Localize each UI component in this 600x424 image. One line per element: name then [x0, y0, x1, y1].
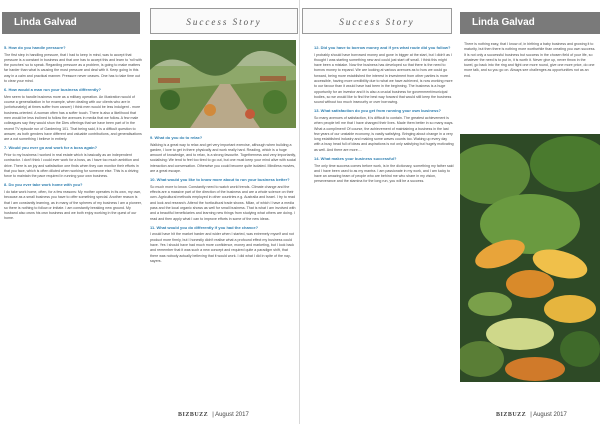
answer-paragraph: So many avenues of satisfaction, it is difficult to contain. The greatest achievement is when people tell me that I have changed their lives. Made them better in so many ways. What a compliment! Of course, the achievement of maintaining a business in the last few years of our unstable economy, is vastly satisfying. Bringing about change in a very long established industry and making some waves counts too. Waking up every day with a busy head full of ideas and aspirations is not only satisfying but hugely motivating as well. And there are more....: [314, 115, 454, 152]
left-column-2: [150, 132, 296, 394]
question-heading: 9. What do you do to relax?: [150, 135, 203, 140]
footer-separator: |: [212, 412, 214, 418]
author-name-bar-right: Linda Galvad: [460, 12, 600, 34]
section-heading: Success Story: [150, 8, 298, 34]
footer-separator-right: |: [530, 412, 532, 418]
issue-date-right: August 2017: [533, 412, 567, 418]
answer-paragraph: I probably should have borrowed money and gone in bigger at the start, but I didn't as I thought I was starting something new and could just start off small. I think this might have been a mistake. Now the business has developed so that there is the need to borrow money to expand. We are looking at various avenues as to how we could go forward, being more established the interest in investment from other parties is more accessible, having more credibility due to what we have achieved, is now working more to our favour than it would have had been in the beginning. The business is a huge opportunity for an investor and it is also a crucial business for government/municipal bodies, so we would like to find the best way forward that would still keep the business sound without too much insecurity or over borrowing.: [314, 52, 453, 105]
magazine-name-right: BIZBUZZ: [496, 412, 527, 418]
right-footer: [496, 412, 567, 418]
vegetables-photo-image: [460, 134, 600, 382]
left-column-1: [4, 42, 142, 396]
answer-paragraph: Walking is a great way to relax and get very important exercise, although when building a garden, I love to get in there physically and work really hard. Reading, which is a huge amount of knowledge, and to relax, is a strong favourite. Togetherness and very importantly, socialising: We tend to feel too tired to go out, but one must keep your mind alive with social interaction and conversation. Otherwise you could become quite isolated. Mindless movies, are a great escape.: [150, 142, 296, 173]
question-heading: 7. Would you ever go and work for a boss again?: [4, 145, 98, 151]
garden-photo: [150, 40, 296, 128]
answer-paragraph: The first step in handling pressure, that I had to keep in mind, was to accept that pressure is a constant in business and that one has to accept this and learn to 'roll with the punches' so to speak. Regarding pressure as a problem, is going to make matters far harder than what is causing the most pressure and deal with it. Keep going in this way in a calm and practical manner. Pressure never ceases. One has to take time out to clear your mind.: [4, 52, 142, 83]
right-page: [300, 0, 600, 424]
right-column-2: [464, 42, 596, 124]
magazine-name: BIZBUZZ: [178, 412, 209, 418]
question-heading: 6. How would a man run your business differently?: [4, 87, 101, 93]
question-heading: 10. What would you like to know more about to run your business better?: [150, 177, 290, 183]
answer-paragraph: I would have hit the market harder and wider when I started, was extremely myself and not product more firmly, but I honestly didn't realise what a profound effect my business could have. Yes I should have had much more confidence, money and marketing, but I look back and remember that it was such a new concept and required quite a paradigm shift, that there was nobody actually believing that it would work. I did what I did in spite of the nay-sayers.: [150, 232, 295, 263]
question-heading: 11. What would you do differently if you had the chance?: [150, 224, 259, 230]
question-heading: 13. What satisfaction do you get from running your own business?: [314, 108, 441, 114]
answer-paragraph: Men seem to handle business more as a military operation. An illustration would of course a generalization in for example, when dealing with our clients who are in (unfortunately) at times suffer from cancer) I think men would be less indulgent - more business-oriented. A woman often has a softer touch. There is also a likelihood that men would be less inclined to follow the avenues in media that we follow. A few male colleagues say they would shun the Dies offerings that we have been part of in the recent TV episode run of Gardening 101. That being said, it is a difficult question to answer, as both genders have different and valuable contributions, and generalisations are a not something I believe in entirely.: [4, 94, 142, 142]
vegetables-photo: [460, 134, 600, 382]
section-heading-right: Success Story: [302, 8, 452, 34]
answer-paragraph: So much more to know. Constantly need to watch world trends. Climate change and the effects are a massive part of the direction of the business and are a whole science on their own. Agricultural methods employed in other countries e.g. Australia and Israel. I try to read and look and research. Attend the horticultural trade shows. Milan, of which I have a media pass and the local organic shows as well for small business. That is what I am involved with and a beautiful beneficiaries and learning new things from studying what others are doing. I read and then apply what I can to improve efforts in some of the new ideas.: [150, 184, 296, 221]
question-heading: 12. Did you have to borrow money and if yes what route did you follow?: [314, 45, 451, 50]
question-heading: 8. Do you ever take work home with you?: [4, 182, 83, 188]
author-name-bar: Linda Galvad: [2, 12, 140, 34]
right-column-1: [314, 42, 454, 396]
answer-paragraph: The only time success comes before work, is in the dictionary, something my father said and I have been used to as my mantra. I am passionate in my work, and I am lucky to have an amazing team of people who are behind me who share in my vision, perseverance and the stamina for the long run, you will be a success.: [314, 163, 454, 184]
garden-photo-image: [150, 40, 296, 128]
question-heading: 14. What makes your business successful?: [314, 156, 397, 162]
answer-paragraph: There is nothing easy, that I know of, in birthing a baby business and growing it to maturity, but then there is nothing more worthwhile than creating you own success. It is not only a successful business but success in the chosen field of your life, so whatever the need is to put in, it is worth it. Never give up, never throw in the towel, go back into the ring and fight one more round, give one more price, do one more talk, and so you go on. Always see challenges as opportunities not as an end.: [464, 42, 596, 78]
question-heading: 5. How do you handle pressure?: [4, 45, 66, 50]
issue-date: August 2017: [215, 412, 249, 418]
answer-paragraph: Prior to my business I worked in real estate which is basically as an independent contractor. I don't think I could ever work for a boss, as I have too much ambition and drive. There is an joy and satisfaction one finds when they can monitor their efforts in that you face, which is often diluted when working for someone else. This is a driving force to maintain the pace required in running your own business.: [4, 152, 139, 179]
left-footer: [178, 412, 249, 418]
answer-paragraph: I do take work home, often, for a few reasons: My mother operates in its own, my own, because as a small business you have to offer something special. Another reason is that I am constantly learning, as in many of the spheres of my business I am a pioneer, so there is nothing to follow or imitate. I am constantly breaking new ground. My husband also owns his own business and we both enjoy working in the quest of our home.: [4, 189, 142, 221]
